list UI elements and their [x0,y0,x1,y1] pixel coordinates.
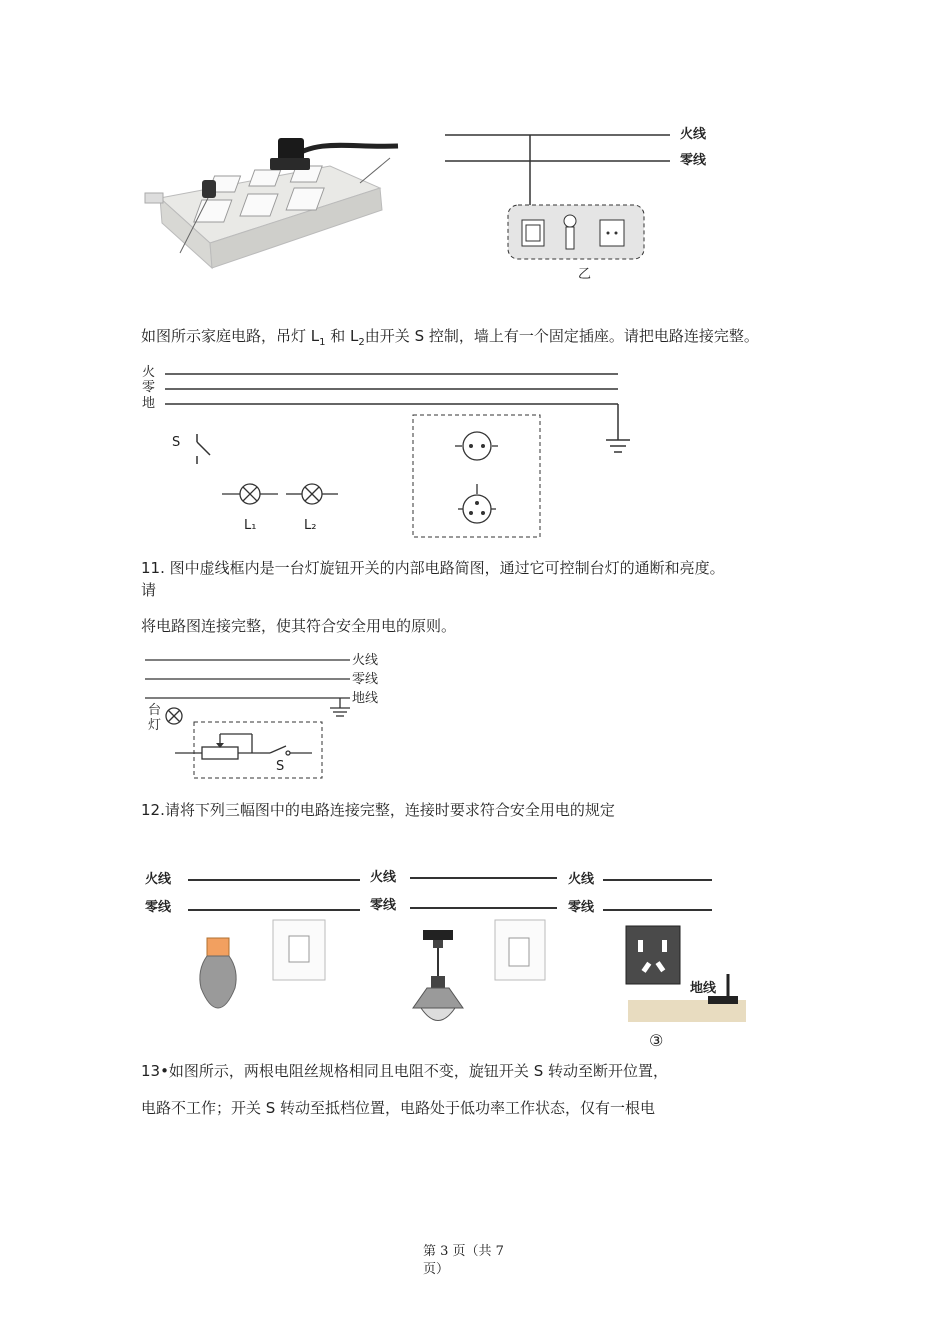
q12-fig2-neutral-label: 零线 [370,898,397,913]
q12-figure-1 [185,870,365,1020]
q12-figure-2 [405,868,565,1048]
q10-question-text: 如图所示家庭电路，吊灯 $L_1$ 和 $L_2$由开关 S 控制，墙上有一个固定插座。请把电路连接完整。 [141,327,759,348]
wall-panel-diagram [440,125,680,265]
q11-circuit-diagram [140,650,390,780]
q12-fig3-live-label: 火线 [568,872,595,887]
q12-fig2-live-label: 火线 [370,870,397,885]
lamp-l1 [222,484,278,504]
q10-lamp1-label: L₁ [244,518,257,533]
top-caption-right: 乙 [578,267,592,282]
q12-ground-label: 地线 [690,981,717,996]
q10-ground-label: 地 [142,396,156,411]
top-neutral-label: 零线 [680,153,707,168]
q10-neutral-label: 零 [142,380,156,395]
q13-question-line1: 13•如图所示，两根电阻丝规格相同且电阻不变，旋钮开关 S 转动至断开位置， [141,1062,668,1080]
q11-question-line2: 将电路图连接完整，使其符合安全用电的原则。 [141,617,457,635]
q12-fig3-neutral-label: 零线 [568,900,595,915]
q11-lamp-label-1: 台 [148,703,162,718]
power-strip-photo [140,128,400,288]
q10-circuit-diagram [140,360,640,545]
q12-figure-3-number: ③ [649,1031,664,1050]
q11-question-line1b: 请 [141,581,157,599]
q11-ground-label: 地线 [352,691,379,706]
page-footer-line2: 页） [423,1262,450,1277]
q13-question-line2: 电路不工作；开关 S 转动至抵档位置，电路处于低功率工作状态，仅有一根电 [141,1099,656,1117]
q12-fig1-live-label: 火线 [145,872,172,887]
lamp-l2 [286,484,338,504]
q11-switch-label: S [276,759,285,774]
q12-question-text: 12.请将下列三幅图中的电路连接完整，连接时要求符合安全用电的规定 [141,801,615,819]
q10-lamp2-label: L₂ [304,518,317,533]
page-footer-line1: 第 3 页（共 7 [423,1244,504,1259]
q12-fig1-neutral-label: 零线 [145,900,172,915]
q11-question-line1: 11. 图中虚线框内是一台灯旋钮开关的内部电路简图，通过它可控制台灯的通断和亮度。 [141,559,725,577]
q10-switch-label: S [172,435,181,450]
q11-neutral-label: 零线 [352,672,379,687]
q11-live-label: 火线 [352,653,379,668]
q12-figure-3 [600,870,750,1030]
q10-live-label: 火 [142,365,156,380]
top-live-label: 火线 [680,127,707,142]
q11-lamp-label-2: 灯 [148,718,162,733]
